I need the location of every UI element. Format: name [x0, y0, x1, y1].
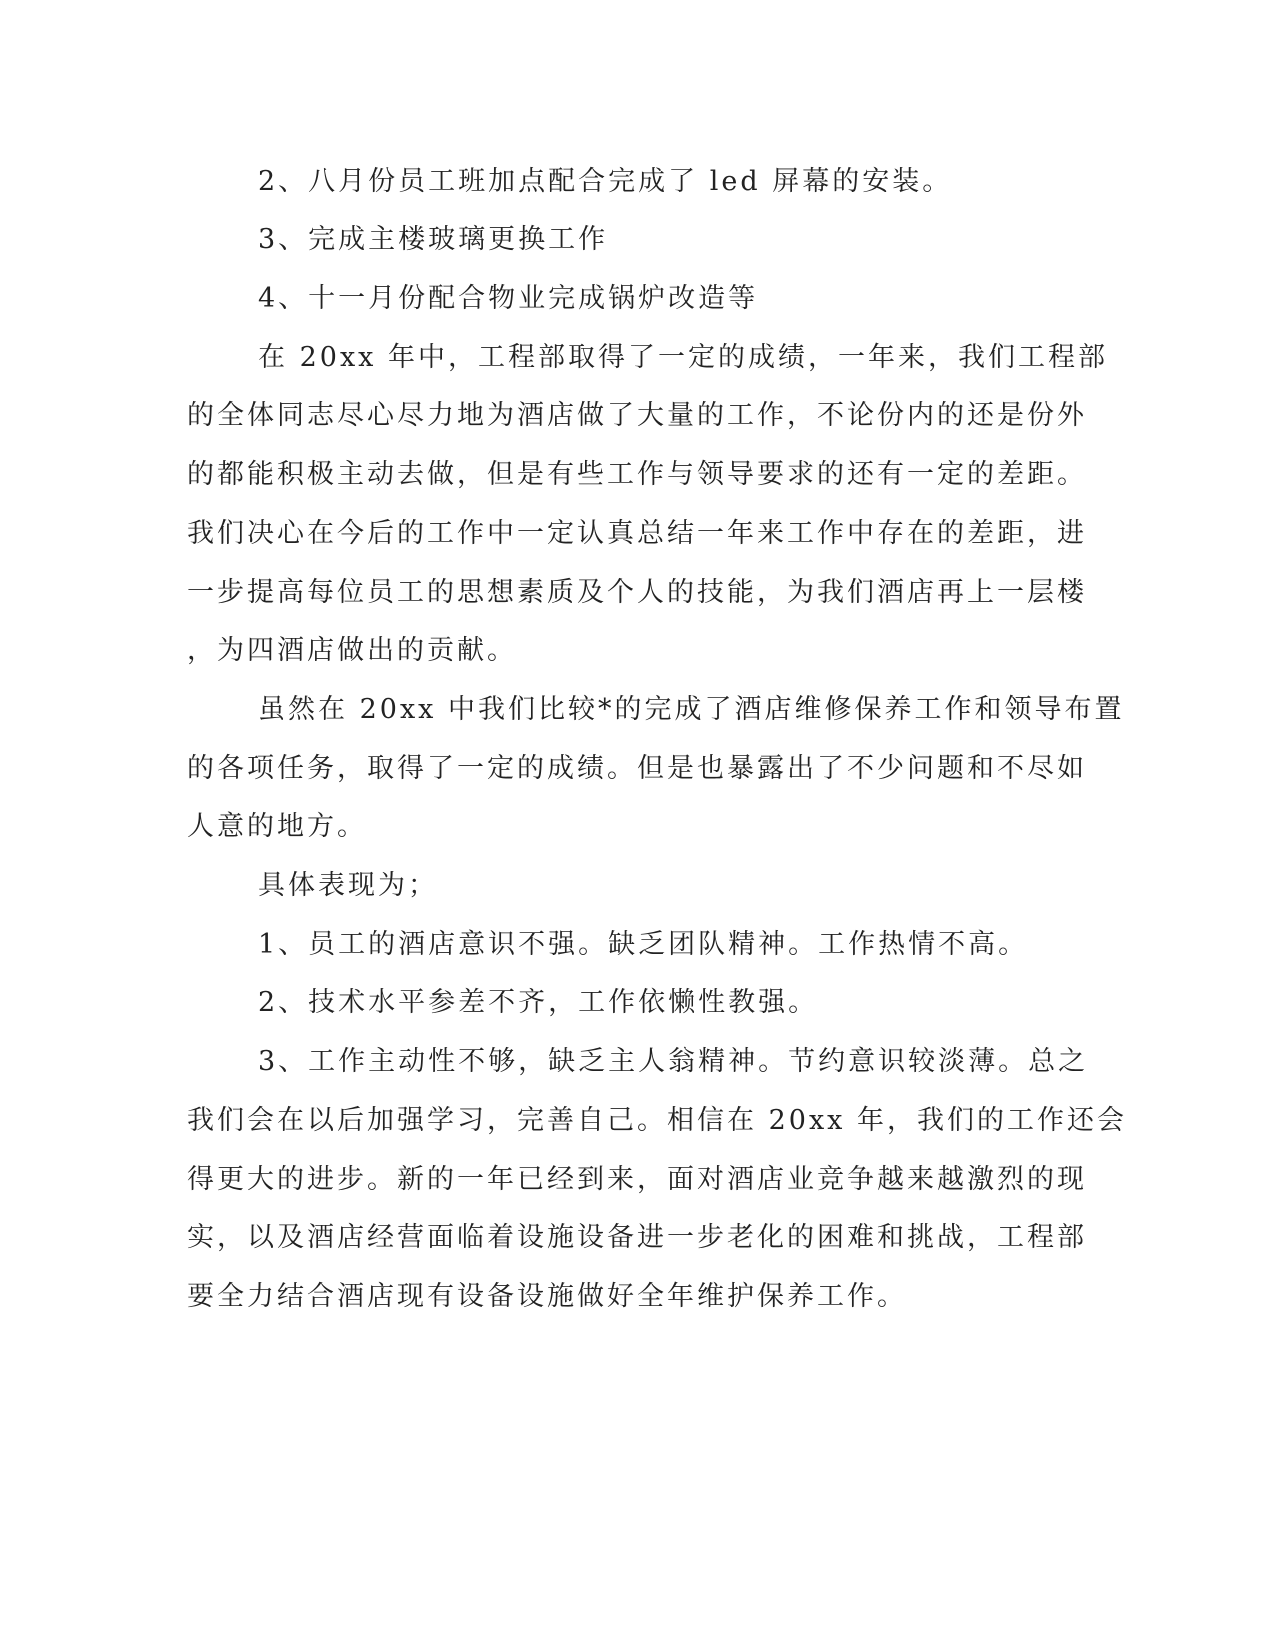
paragraph-line: 的都能积极主动去做，但是有些工作与领导要求的还有一定的差距。: [187, 459, 1087, 490]
paragraph-line: 的各项任务，取得了一定的成绩。但是也暴露出了不少问题和不尽如: [187, 753, 1087, 784]
paragraph-line: 虽然在 20xx 中我们比较*的完成了酒店维修保养工作和领导布置: [258, 694, 1125, 725]
list-item-3: 3、完成主楼玻璃更换工作: [258, 224, 609, 255]
paragraph-line: 具体表现为；: [258, 870, 438, 901]
paragraph-line: 我们会在以后加强学习，完善自己。相信在 20xx 年，我们的工作还会: [187, 1105, 1127, 1136]
paragraph-line: 我们决心在今后的工作中一定认真总结一年来工作中存在的差距，进: [187, 518, 1087, 549]
list-item-2: 2、技术水平参差不齐，工作依懒性教强。: [258, 987, 819, 1018]
paragraph-line: 的全体同志尽心尽力地为酒店做了大量的工作，不论份内的还是份外: [187, 400, 1087, 431]
list-item-3: 3、工作主动性不够，缺乏主人翁精神。节约意识较淡薄。总之: [258, 1046, 1089, 1077]
paragraph-line: 人意的地方。: [187, 811, 367, 842]
paragraph-line: 在 20xx 年中，工程部取得了一定的成绩，一年来，我们工程部: [258, 342, 1108, 373]
list-item-4: 4、十一月份配合物业完成锅炉改造等: [258, 283, 759, 314]
list-item-2: 2、八月份员工班加点配合完成了 led 屏幕的安装。: [258, 166, 953, 197]
paragraph-line: 一步提高每位员工的思想素质及个人的技能，为我们酒店再上一层楼: [187, 577, 1087, 608]
paragraph-line: ，为四酒店做出的贡献。: [187, 635, 517, 666]
paragraph-line: 得更大的进步。新的一年已经到来，面对酒店业竞争越来越激烈的现: [187, 1164, 1087, 1195]
paragraph-line: 实，以及酒店经营面临着设施设备进一步老化的困难和挑战，工程部: [187, 1222, 1087, 1253]
paragraph-line: 要全力结合酒店现有设备设施做好全年维护保养工作。: [187, 1281, 907, 1312]
list-item-1: 1、员工的酒店意识不强。缺乏团队精神。工作热情不高。: [258, 929, 1029, 960]
